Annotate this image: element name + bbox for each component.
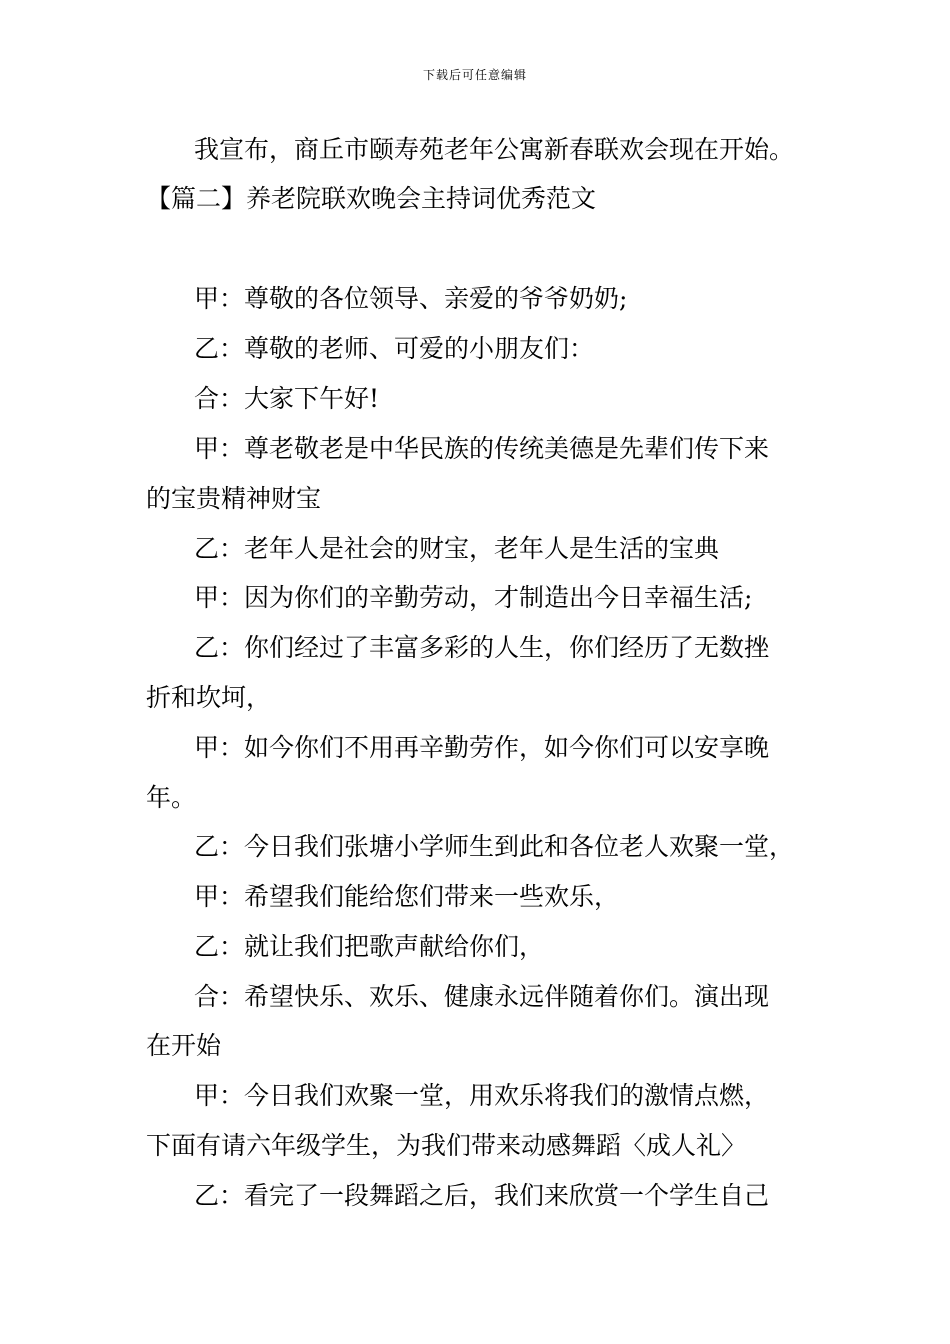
paragraph-line: 年。 — [146, 783, 197, 812]
section-heading: 【篇二】养老院联欢晚会主持词优秀范文 — [146, 184, 597, 213]
paragraph-line: 乙：今日我们张塘小学师生到此和各位老人欢聚一堂， — [194, 832, 795, 861]
paragraph-line: 乙：尊敬的老师、可爱的小朋友们： — [194, 334, 595, 363]
paragraph-line: 乙：就让我们把歌声献给你们， — [194, 932, 545, 961]
paragraph-line: 合：希望快乐、欢乐、健康永远伴随着你们。演出现 — [194, 982, 770, 1011]
paragraph-line: 乙：看完了一段舞蹈之后，我们来欣赏一个学生自己 — [194, 1181, 770, 1210]
paragraph-line: 在开始 — [146, 1031, 222, 1060]
paragraph-line: 下面有请六年级学生，为我们带来动感舞蹈〈成人礼〉 — [146, 1131, 747, 1160]
paragraph-line: 合：大家下午好! — [194, 384, 380, 413]
paragraph-line: 我宣布，商丘市颐寿苑老年公寓新春联欢会现在开始。 — [194, 135, 795, 164]
paragraph-line: 甲：因为你们的辛勤劳动，才制造出今日幸福生活; — [194, 583, 753, 612]
paragraph-line: 甲：如今你们不用再辛勤劳作，如今你们可以安享晚 — [194, 733, 770, 762]
paragraph-line: 的宝贵精神财宝 — [146, 484, 322, 513]
paragraph-line: 乙：你们经过了丰富多彩的人生，你们经历了无数挫 — [194, 633, 770, 662]
paragraph-line: 甲：尊敬的各位领导、亲爱的爷爷奶奶; — [194, 284, 628, 313]
paragraph-line: 折和坎坷， — [146, 683, 272, 712]
paragraph-line: 甲：希望我们能给您们带来一些欢乐， — [194, 882, 620, 911]
paragraph-line: 乙：老年人是社会的财宝，老年人是生活的宝典 — [194, 534, 720, 563]
page-header: 下载后可任意编辑 — [422, 68, 527, 82]
paragraph-line: 甲：今日我们欢聚一堂，用欢乐将我们的激情点燃， — [194, 1081, 770, 1110]
paragraph-line: 甲：尊老敬老是中华民族的传统美德是先辈们传下来 — [194, 434, 770, 463]
